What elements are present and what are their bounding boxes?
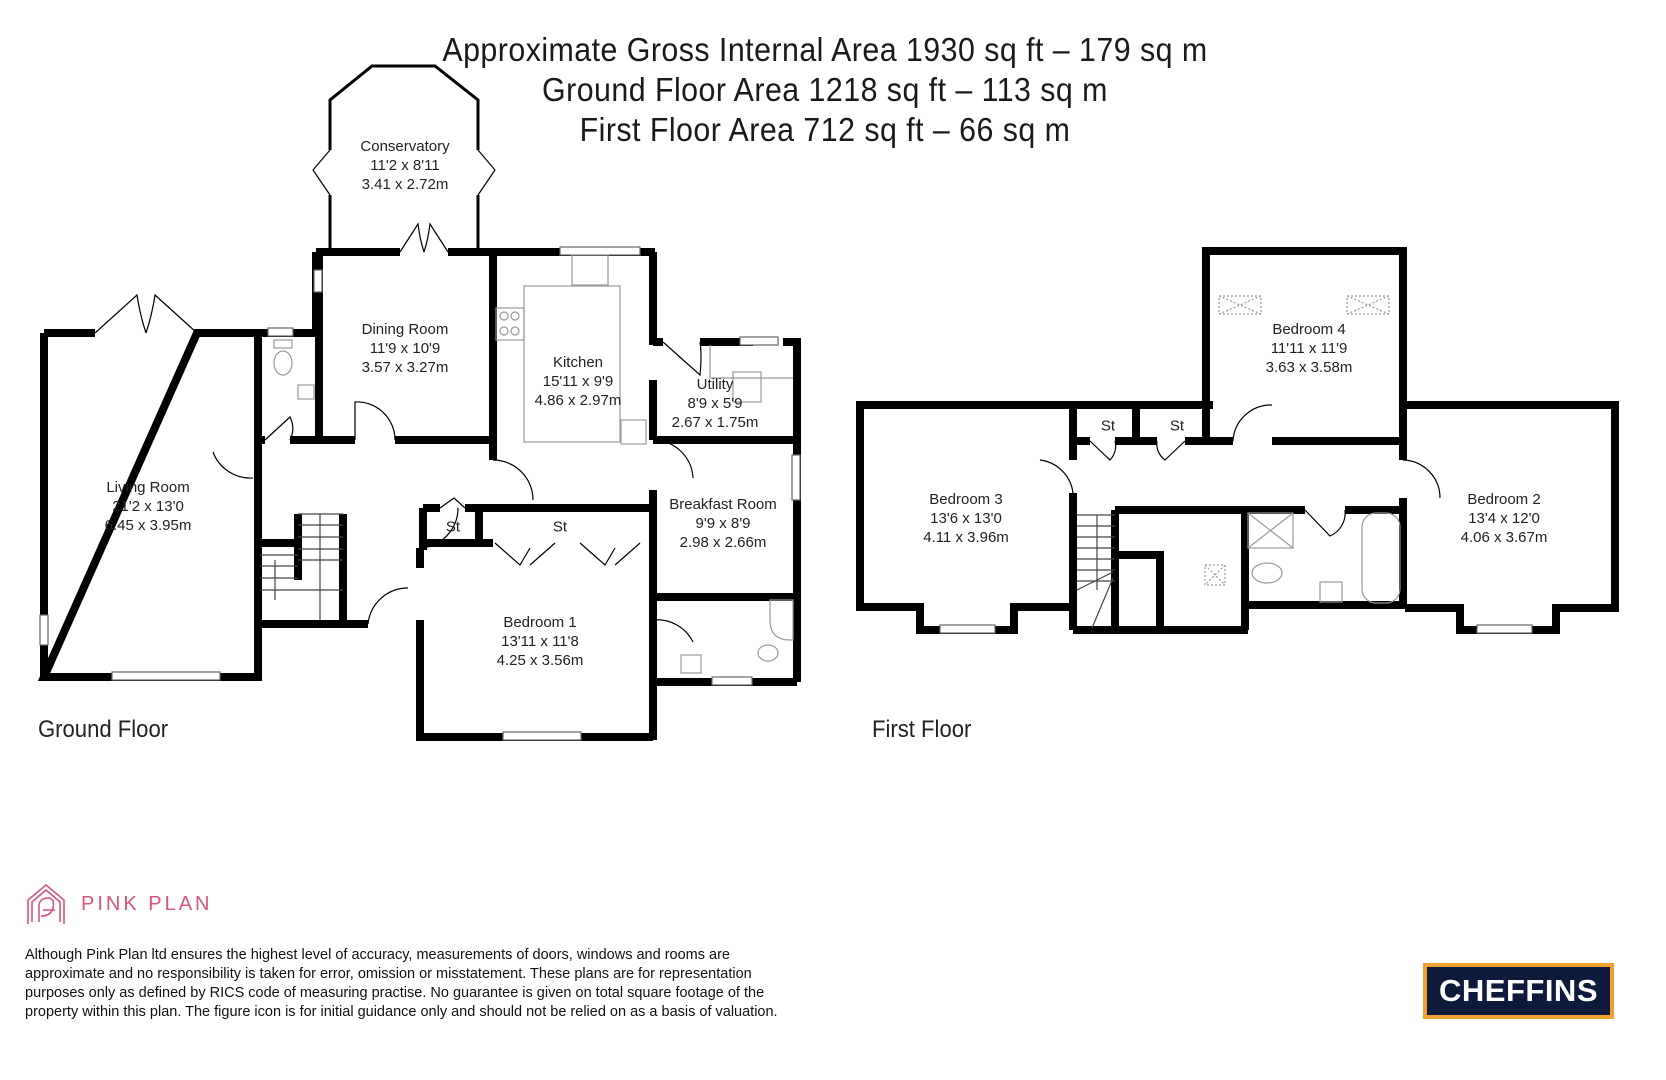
pinkplan-logo (25, 882, 212, 926)
store-label: St (445, 518, 461, 536)
room-dimensions-imperial: 11'9 x 10'9 (369, 340, 441, 357)
room-dimensions-imperial: 9'9 x 8'9 (695, 515, 751, 532)
room-bedroom-4 (1266, 320, 1353, 377)
room-name: Breakfast Room (669, 496, 777, 513)
room-name: Bedroom 3 (929, 491, 1003, 508)
store-label: St (552, 518, 568, 536)
house-leaf-icon (25, 882, 67, 926)
room-dimensions-metric: 4.25 x 3.56m (496, 652, 584, 669)
room-dimensions-metric: 4.06 x 3.67m (1460, 529, 1548, 546)
room-bedroom-2 (1461, 490, 1548, 547)
cheffins-wordmark: CHEFFINS (1439, 973, 1598, 1008)
room-dimensions-metric: 6.45 x 3.95m (104, 517, 192, 534)
room-bedroom-3 (923, 490, 1009, 547)
room-dimensions-metric: 2.98 x 2.66m (679, 534, 767, 551)
cheffins-logo (1423, 963, 1614, 1019)
room-name: Bedroom 1 (503, 614, 577, 631)
disclaimer-line: purposes only as defined by RICS code of measuring practise. No guarantee is given on total square footage of the (25, 985, 765, 1001)
pinkplan-wordmark: PINK PLAN (81, 892, 213, 915)
room-name: Bedroom 4 (1272, 321, 1346, 338)
room-name: Utility (696, 376, 734, 393)
room-name: Dining Room (361, 321, 449, 338)
store-label: St (1100, 417, 1116, 435)
disclaimer-line: Although Pink Plan ltd ensures the highest level of accuracy, measurements of doors, windows and rooms are (25, 947, 730, 963)
room-dimensions-metric: 3.41 x 2.72m (361, 176, 449, 193)
room-dimensions-imperial: 13'4 x 12'0 (1468, 510, 1540, 527)
room-breakfast-room (669, 495, 777, 552)
room-dining-room (362, 320, 449, 377)
first-floor-walls (860, 251, 1615, 630)
disclaimer-line: approximate and no responsibility is taken for error, omission or misstatement. These plans are for representation (25, 966, 752, 982)
store-label: St (1169, 417, 1185, 435)
room-conservatory (360, 137, 449, 194)
room-utility (672, 375, 759, 432)
room-name: Bedroom 2 (1467, 491, 1541, 508)
room-dimensions-imperial: 21'2 x 13'0 (112, 498, 184, 515)
room-dimensions-imperial: 15'11 x 9'9 (542, 373, 614, 390)
disclaimer-line: property within this plan. The figure icon is for initial guidance only and should not be relied on as a basis of valuation. (25, 1004, 778, 1020)
room-dimensions-metric: 4.86 x 2.97m (534, 392, 622, 409)
room-bedroom-1 (497, 613, 584, 670)
room-dimensions-imperial: 11'11 x 11'9 (1270, 340, 1348, 357)
room-dimensions-metric: 4.11 x 3.96m (923, 529, 1009, 546)
first-floor-area-line: First Floor Area 712 sq ft – 66 sq m (579, 111, 1071, 148)
room-dimensions-metric: 3.63 x 3.58m (1265, 359, 1353, 376)
room-living-room (105, 478, 192, 535)
disclaimer (25, 946, 905, 1022)
room-kitchen (535, 353, 622, 410)
room-name: Kitchen (552, 354, 604, 371)
ground-floor-label: Ground Floor (38, 716, 169, 743)
room-dimensions-imperial: 13'11 x 11'8 (501, 633, 579, 650)
room-dimensions-imperial: 8'9 x 5'9 (687, 395, 743, 412)
ground-floor-area-line: Ground Floor Area 1218 sq ft – 113 sq m (542, 71, 1108, 108)
room-dimensions-imperial: 11'2 x 8'11 (370, 157, 440, 174)
room-name: Conservatory (360, 138, 450, 155)
first-floor-label: First Floor (872, 716, 972, 743)
room-dimensions-metric: 3.57 x 3.27m (361, 359, 449, 376)
room-dimensions-imperial: 13'6 x 13'0 (930, 510, 1002, 527)
gross-area-line: Approximate Gross Internal Area 1930 sq ft – 179 sq m (442, 31, 1208, 68)
room-dimensions-metric: 2.67 x 1.75m (671, 414, 759, 431)
room-name: Living Room (106, 479, 190, 496)
